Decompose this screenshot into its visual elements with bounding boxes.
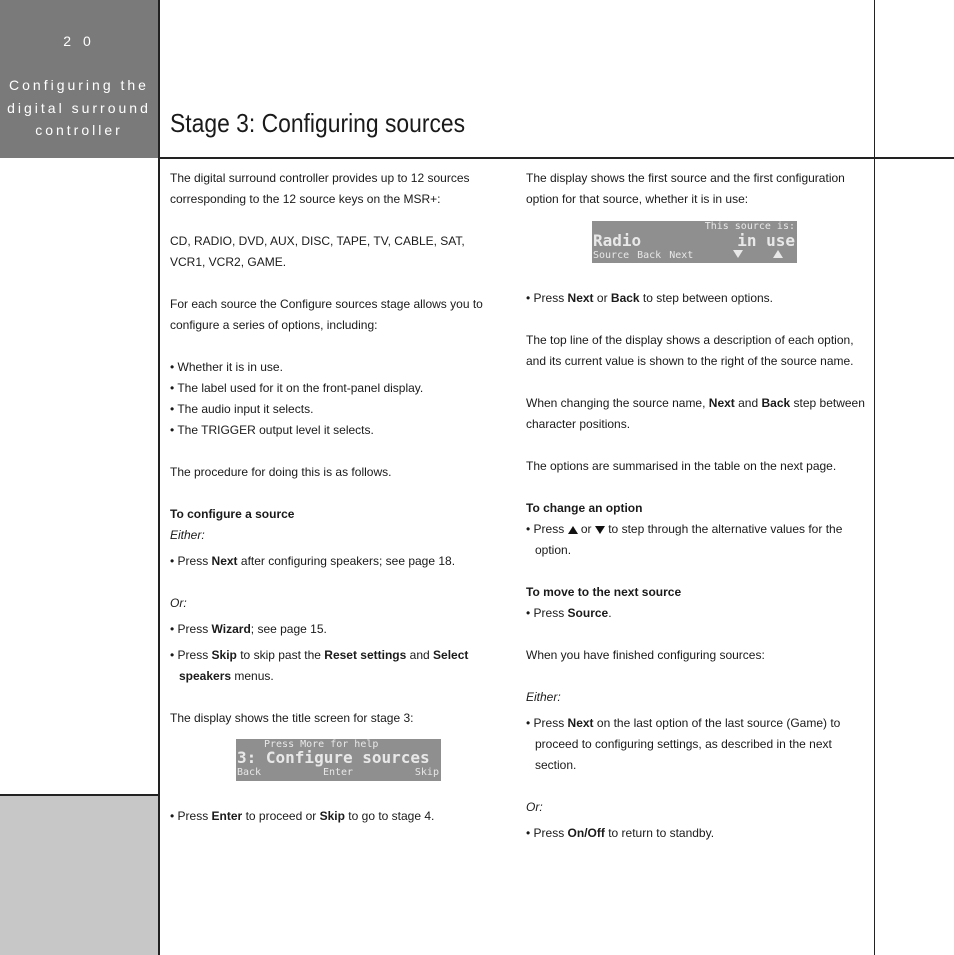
bullet-item: • The TRIGGER output level it selects. [170, 423, 374, 437]
key-name: Back [761, 396, 791, 410]
up-arrow-icon [568, 526, 578, 534]
key-name: Next [708, 396, 735, 410]
lcd-softkey-row [237, 767, 439, 779]
step-item: • Press or to step through the alternative values for the option. [526, 522, 843, 557]
section-title-line: digital surround [7, 99, 151, 116]
divider [158, 157, 954, 159]
step-item: • Press On/Off to return to standby. [526, 826, 715, 840]
left-column [170, 168, 500, 827]
lcd-softkey: Next [669, 250, 694, 261]
lcd-source-name: Radio [593, 231, 642, 250]
bullet-item: • Whether it is in use. [170, 360, 283, 374]
key-name: Next [567, 291, 594, 305]
subheading: To move to the next source [526, 585, 682, 599]
lcd-softkey-row [593, 250, 795, 262]
key-name: On/Off [567, 826, 605, 840]
divider [158, 0, 160, 955]
divider [874, 0, 875, 955]
page-title: Stage 3: Configuring sources [170, 108, 466, 138]
sidebar-footer-block [0, 795, 158, 955]
paragraph: CD, RADIO, DVD, AUX, DISC, TAPE, TV, CABLE, SAT, VCR1, VCR2, GAME. [170, 234, 465, 269]
step-item: • Press Next or Back to step between options. [526, 291, 774, 305]
paragraph: When changing the source name, Next and Back step between character positions. [526, 396, 865, 431]
section-title-line: Configuring the [9, 77, 149, 93]
paragraph: The digital surround controller provides up to 12 sources corresponding to the 12 source keys on the MSR+: [170, 171, 470, 206]
key-name: Next [211, 554, 238, 568]
paragraph: The procedure for doing this is as follows. [170, 465, 392, 479]
either-label: Either: [170, 528, 205, 542]
key-name: Back [610, 291, 640, 305]
step-item: • Press Next on the last option of the last source (Game) to proceed to configuring settings, as described in the next section. [526, 716, 841, 772]
step-item: • Press Skip to skip past the Reset settings and Select speakers menus. [170, 648, 469, 683]
bullet-item: • The label used for it on the front-panel display. [170, 381, 424, 395]
key-name: Skip [211, 648, 237, 662]
sidebar-header [0, 0, 158, 158]
divider [0, 794, 159, 796]
subheading: To configure a source [170, 507, 295, 521]
paragraph: The display shows the title screen for stage 3: [170, 711, 414, 725]
section-title [0, 74, 158, 142]
up-arrow-icon [773, 250, 783, 258]
down-arrow-icon [595, 526, 605, 534]
lcd-softkey: Back [237, 767, 262, 778]
right-column [526, 168, 871, 844]
paragraph: For each source the Configure sources stage allows you to configure a series of options, including: [170, 297, 483, 332]
lcd-softkey: Source [593, 250, 630, 261]
lcd-line: Press More for help [264, 739, 379, 750]
lcd-softkey: Enter [322, 767, 354, 778]
lcd-softkey: Skip [414, 767, 439, 778]
lcd-display-title-screen [236, 739, 441, 781]
down-arrow-icon [733, 250, 743, 258]
paragraph: The display shows the first source and the first configuration option for that source, whether it is in use: [526, 171, 845, 206]
key-name: Next [567, 716, 594, 730]
lcd-line: 3: Configure sources [237, 748, 430, 767]
lcd-display-source-screen [592, 221, 797, 263]
key-name: Skip [319, 809, 345, 823]
key-name: Wizard [211, 622, 251, 636]
step-item: • Press Wizard; see page 15. [170, 622, 327, 636]
key-name: Source [567, 606, 609, 620]
section-title-line: controller [35, 122, 123, 138]
step-item: • Press Enter to proceed or Skip to go to stage 4. [170, 809, 435, 823]
either-label: Either: [526, 690, 561, 704]
paragraph: The options are summarised in the table on the next page. [526, 459, 837, 473]
paragraph: When you have finished configuring sources: [526, 648, 765, 662]
lcd-line: This source is: [704, 221, 795, 232]
lcd-softkey: Back [637, 250, 662, 261]
key-name: Select speakers [179, 648, 469, 683]
step-item: • Press Source. [526, 606, 612, 620]
or-label: Or: [170, 596, 187, 610]
lcd-option-value: in use [737, 231, 795, 250]
subheading: To change an option [526, 501, 643, 515]
key-name: Enter [211, 809, 243, 823]
page-number: 2 0 [63, 33, 95, 49]
paragraph: The top line of the display shows a description of each option, and its current value is shown to the right of the source name. [526, 333, 854, 368]
lcd-line [593, 231, 795, 251]
step-item: • Press Next after configuring speakers; see page 18. [170, 554, 456, 568]
or-label: Or: [526, 800, 543, 814]
key-name: Reset settings [324, 648, 407, 662]
bullet-item: • The audio input it selects. [170, 402, 314, 416]
